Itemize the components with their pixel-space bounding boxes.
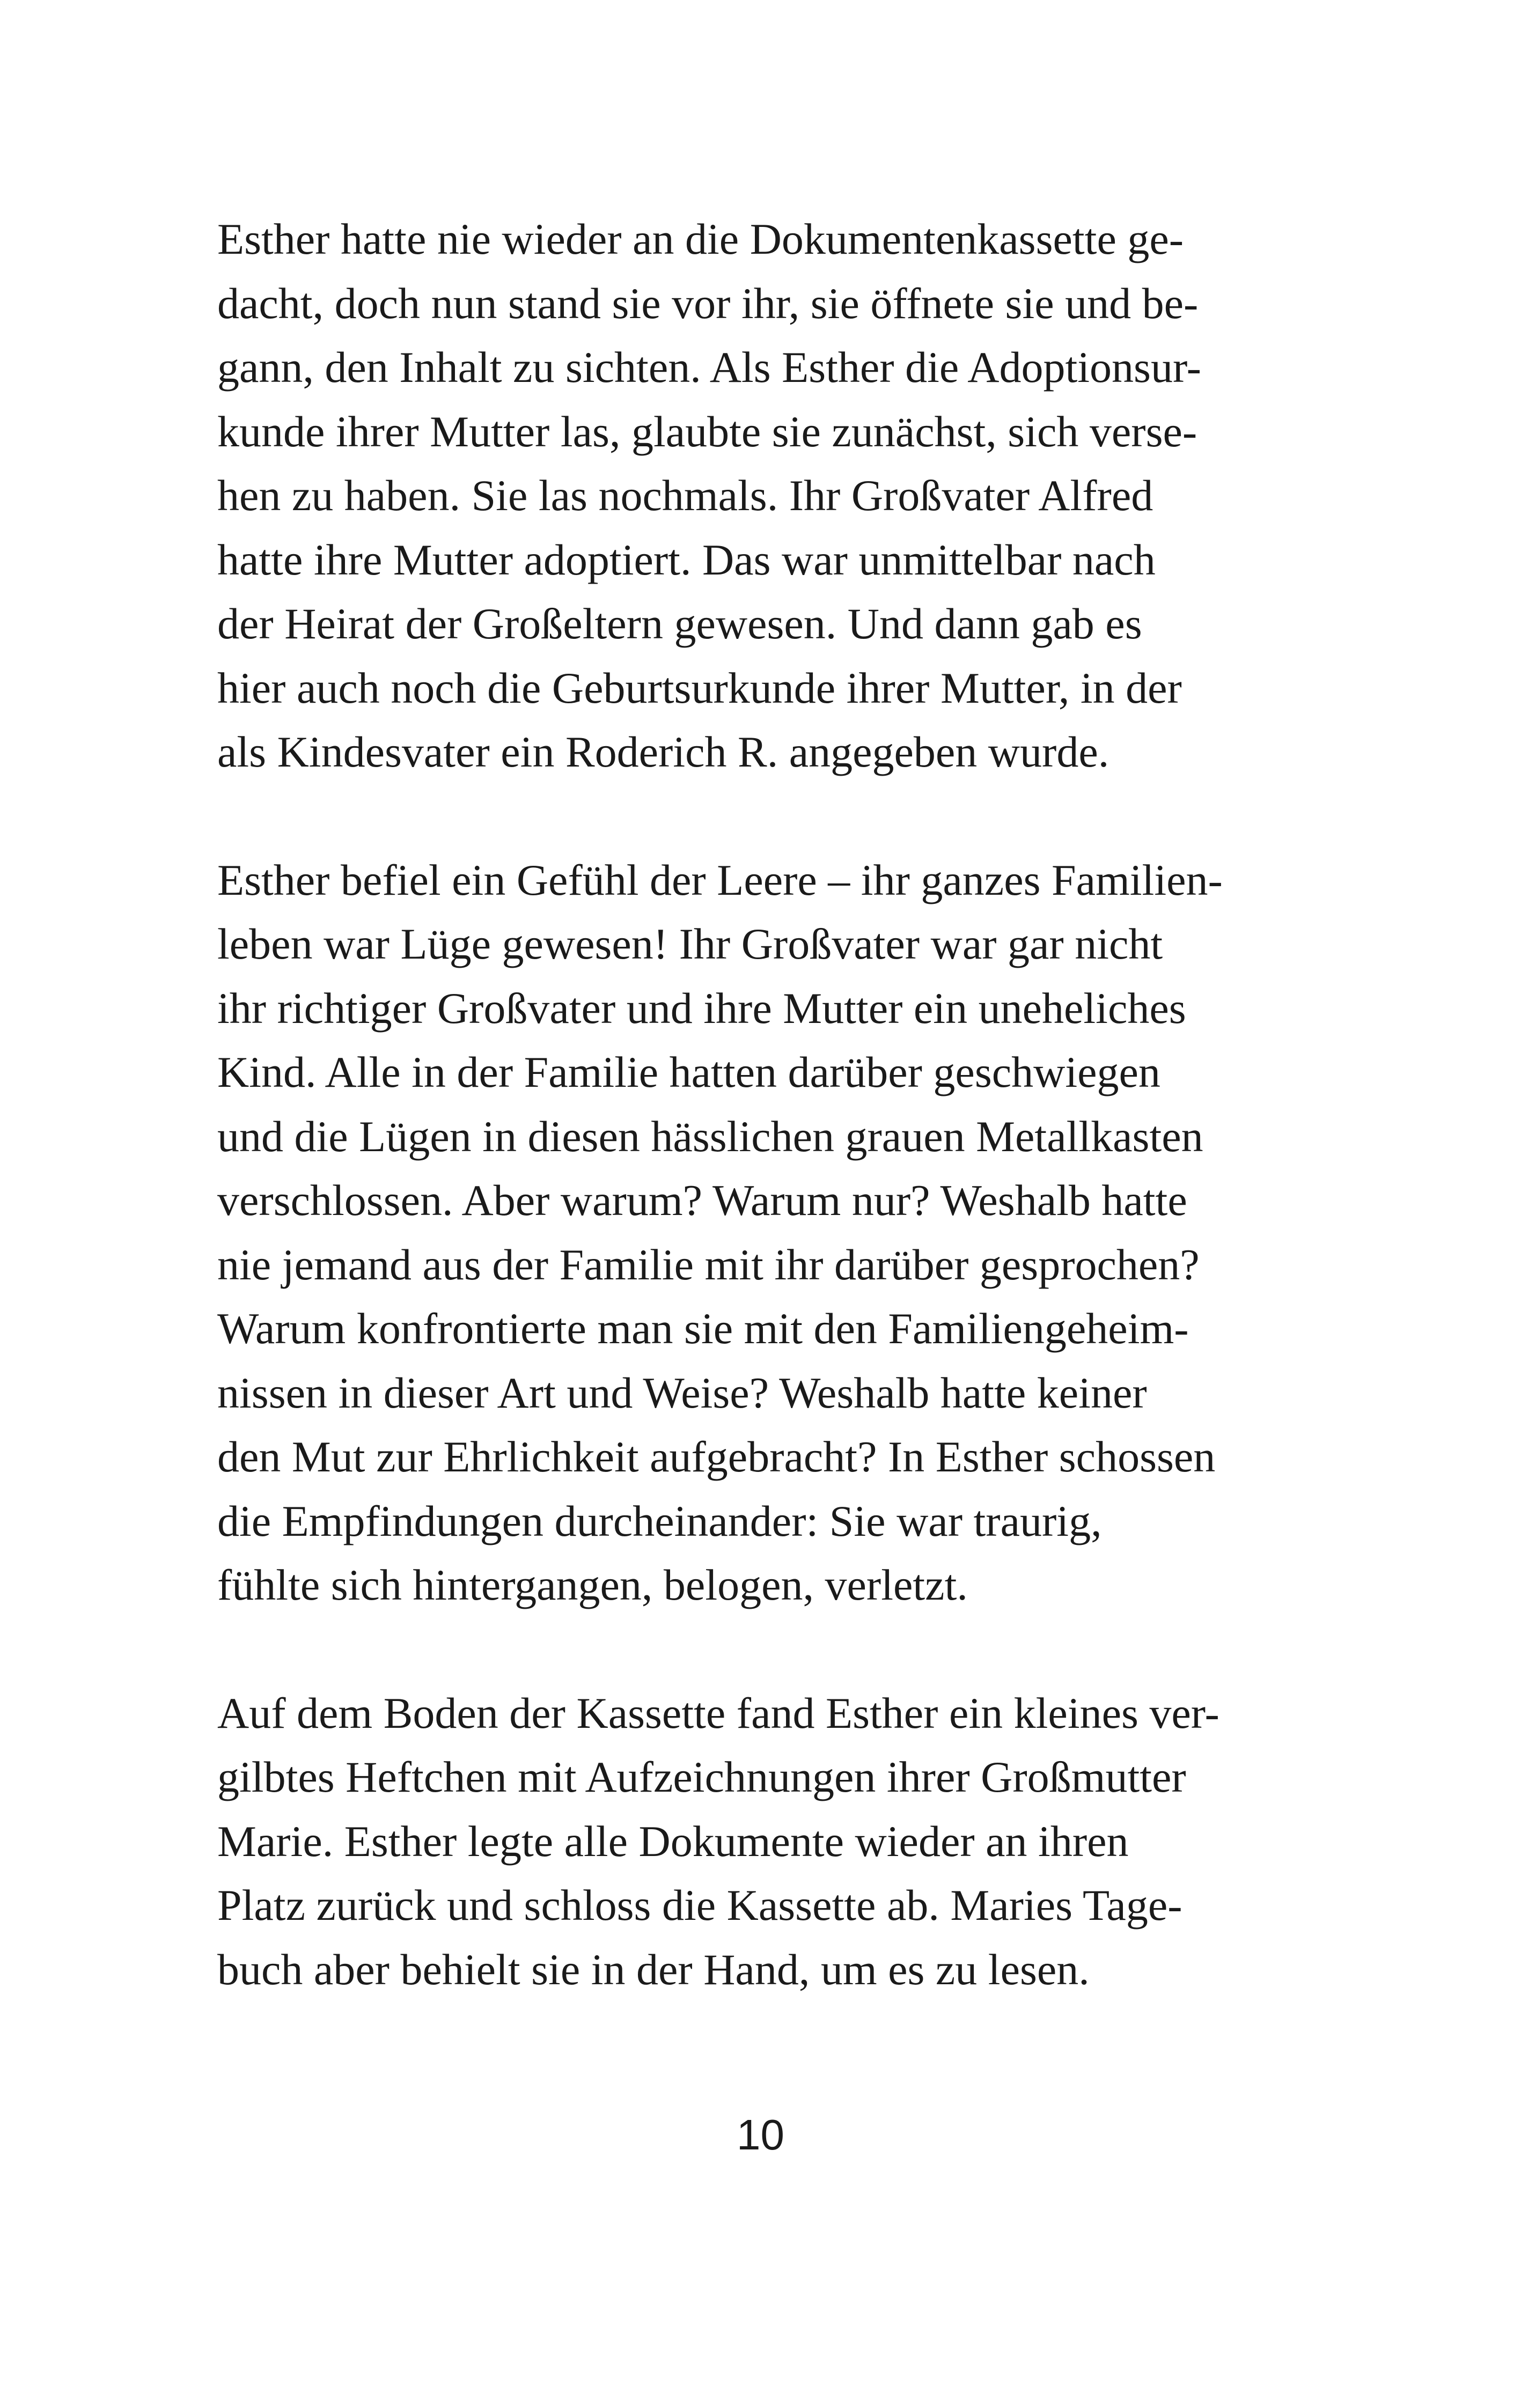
text-line: Esther befiel ein Gefühl der Leere – ihr ganzes Familien- — [217, 855, 1223, 904]
text-line: nie jemand aus der Familie mit ihr darüber gesprochen? — [217, 1240, 1200, 1289]
text-line: dacht, doch nun stand sie vor ihr, sie öffnete sie und be- — [217, 278, 1199, 328]
paragraph-2 — [217, 848, 1322, 1617]
text-line: Auf dem Boden der Kassette fand Esther ein kleines ver- — [217, 1688, 1219, 1737]
text-line: nissen in dieser Art und Weise? Weshalb hatte keiner — [217, 1368, 1147, 1417]
text-line: und die Lügen in diesen hässlichen grauen Metallkasten — [217, 1111, 1203, 1161]
text-line: ihr richtiger Großvater und ihre Mutter ein uneheliches — [217, 983, 1186, 1033]
text-line: leben war Lüge gewesen! Ihr Großvater war gar nicht — [217, 919, 1163, 968]
text-line: hatte ihre Mutter adoptiert. Das war unmittelbar nach — [217, 535, 1156, 584]
text-line: gilbtes Heftchen mit Aufzeichnungen ihrer Großmutter — [217, 1752, 1186, 1801]
text-line: Platz zurück und schloss die Kassette ab. Maries Tage- — [217, 1881, 1182, 1930]
text-line: fühlte sich hintergangen, belogen, verletzt. — [217, 1560, 968, 1609]
text-line: Marie. Esther legte alle Dokumente wieder an ihren — [217, 1816, 1129, 1866]
text-line: verschlossen. Aber warum? Warum nur? Weshalb hatte — [217, 1176, 1187, 1225]
text-line: Kind. Alle in der Familie hatten darüber geschwiegen — [217, 1048, 1160, 1096]
page-number: 10 — [737, 2111, 784, 2159]
text-line: Warum konfrontierte man sie mit den Familiengeheim- — [217, 1304, 1189, 1353]
text-line: als Kindesvater ein Roderich R. angegeben wurde. — [217, 727, 1109, 776]
text-line: den Mut zur Ehrlichkeit aufgebracht? In Esther schossen — [217, 1432, 1216, 1481]
text-line: gann, den Inhalt zu sichten. Als Esther die Adoptionsur- — [217, 343, 1201, 392]
text-line: hen zu haben. Sie las nochmals. Ihr Großvater Alfred — [217, 471, 1153, 520]
text-line: Esther hatte nie wieder an die Dokumentenkassette ge- — [217, 215, 1184, 263]
text-line: buch aber behielt sie in der Hand, um es zu lesen. — [217, 1945, 1090, 1994]
paragraph-1 — [217, 207, 1322, 784]
body-text — [217, 207, 1322, 2065]
paragraph-3 — [217, 1681, 1322, 2002]
text-line: hier auch noch die Geburtsurkunde ihrer Mutter, in der — [217, 663, 1182, 712]
text-line: kunde ihrer Mutter las, glaubte sie zunächst, sich verse- — [217, 407, 1197, 456]
text-line: die Empfindungen durcheinander: Sie war traurig, — [217, 1496, 1102, 1545]
text-line: der Heirat der Großeltern gewesen. Und dann gab es — [217, 599, 1142, 648]
